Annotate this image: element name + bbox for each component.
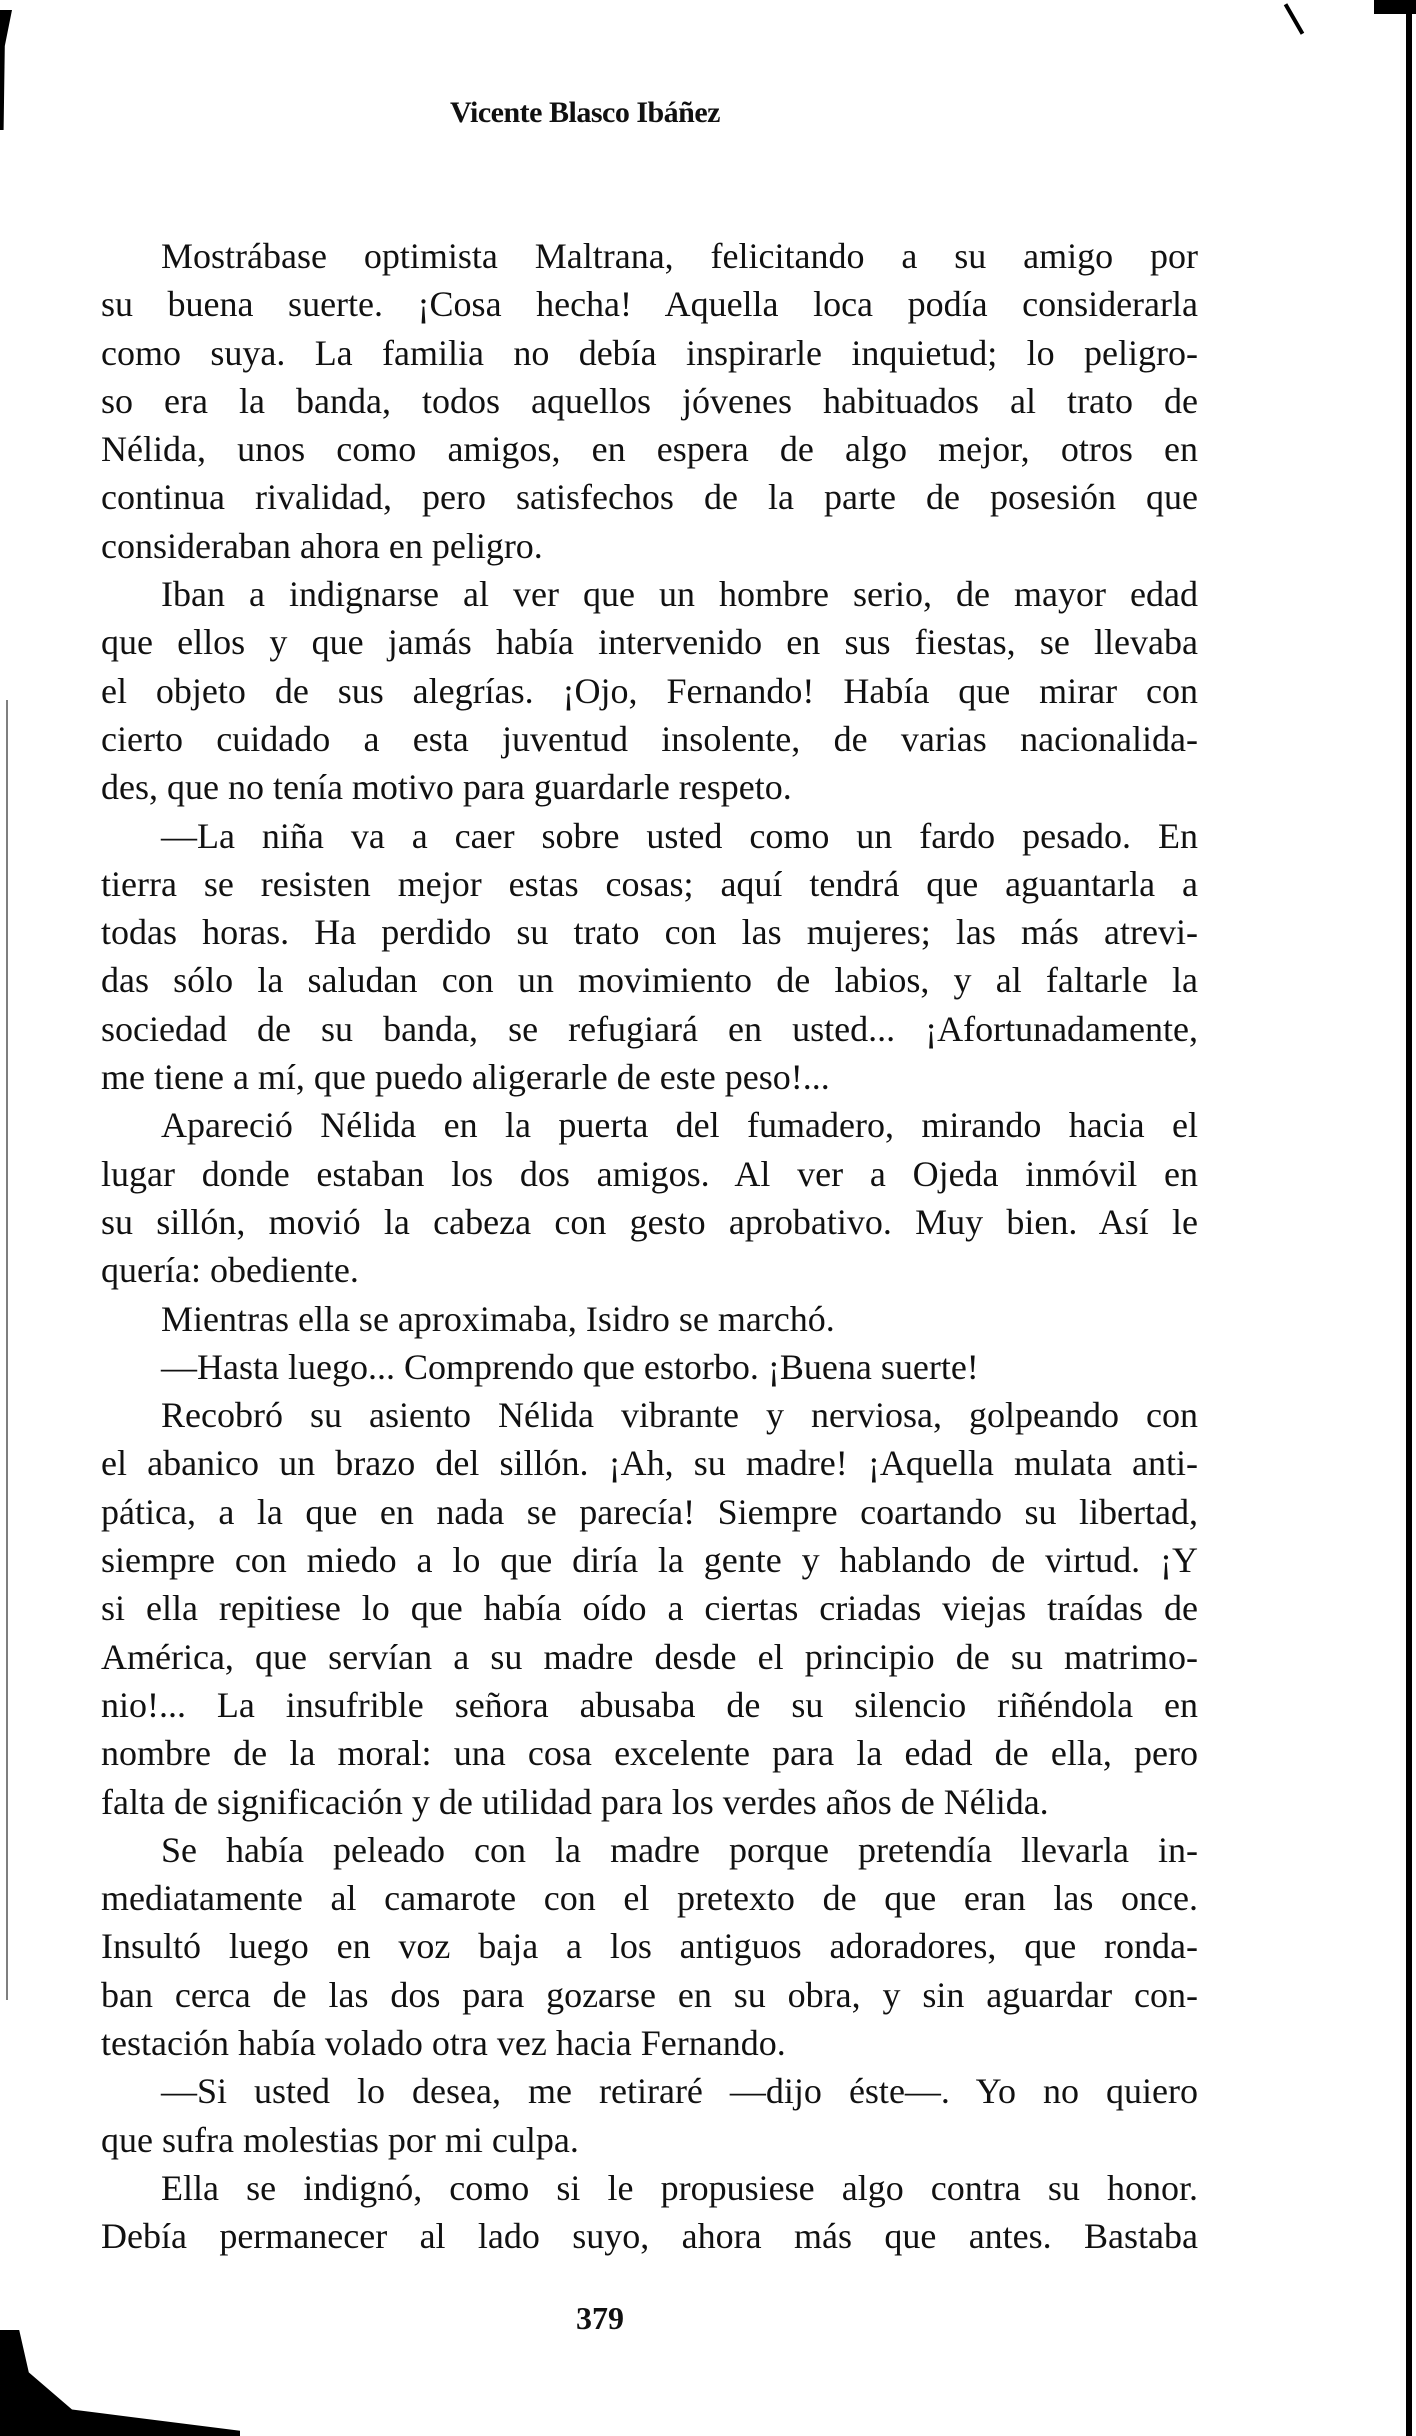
text-line: falta de significación y de utilidad para los verdes años de Nélida. [101, 1781, 1049, 1822]
text-line: Iban a indignarse al ver que un hombre serio, de mayor edad [161, 574, 1198, 615]
text-line: sociedad de su banda, se refugiará en usted... ¡Afortunadamente, [101, 1008, 1198, 1049]
scan-mark-top-right [1284, 3, 1304, 34]
text-line: lugar donde estaban los dos amigos. Al ver a Ojeda inmóvil en [101, 1153, 1198, 1194]
scan-edge-left [6, 700, 8, 2000]
text-line: cierto cuidado a esta juventud insolente, de varias nacionalida- [101, 718, 1198, 759]
text-line: das sólo la saludan con un movimiento de labios, y al faltarle la [101, 960, 1198, 1001]
text-line: su sillón, movió la cabeza con gesto aprobativo. Muy bien. Así le [101, 1201, 1198, 1242]
text-line: Ella se indignó, como si le propusiese algo contra su honor. [161, 2167, 1198, 2208]
text-line: Mientras ella se aproximaba, Isidro se marchó. [161, 1298, 835, 1339]
text-line: si ella repitiese lo que había oído a ciertas criadas viejas traídas de [101, 1588, 1198, 1629]
text-line: su buena suerte. ¡Cosa hecha! Aquella loca podía considerarla [101, 284, 1198, 325]
scan-corner-bottom-left [0, 2330, 240, 2436]
text-line: que ellos y que jamás había intervenido en sus fiestas, se llevaba [101, 622, 1198, 663]
text-line: mediatamente al camarote con el pretexto de que eran las once. [101, 1878, 1198, 1919]
text-line: Insultó luego en voz baja a los antiguos adoradores, que ronda- [101, 1926, 1198, 1967]
text-line: América, que servían a su madre desde el principio de su matrimo- [101, 1636, 1198, 1677]
text-line: so era la banda, todos aquellos jóvenes habituados al trato de [101, 380, 1198, 421]
text-line: que sufra molestias por mi culpa. [101, 2119, 579, 2160]
text-line: testación había volado otra vez hacia Fernando. [101, 2022, 786, 2063]
text-line: el abanico un brazo del sillón. ¡Ah, su madre! ¡Aquella mulata anti- [101, 1443, 1198, 1484]
text-line: como suya. La familia no debía inspirarle inquietud; lo peligro- [101, 332, 1198, 373]
text-line: Apareció Nélida en la puerta del fumadero, mirando hacia el [161, 1105, 1198, 1146]
text-line: todas horas. Ha perdido su trato con las mujeres; las más atrevi- [101, 912, 1198, 953]
text-line: Recobró su asiento Nélida vibrante y nerviosa, golpeando con [161, 1395, 1198, 1436]
running-header: Vicente Blasco Ibáñez [449, 96, 721, 129]
text-line: —Hasta luego... Comprendo que estorbo. ¡Buena suerte! [161, 1346, 979, 1387]
text-line: ban cerca de las dos para gozarse en su obra, y sin aguardar con- [101, 1974, 1198, 2015]
text-line: tierra se resisten mejor estas cosas; aquí tendrá que aguantarla a [101, 863, 1198, 904]
text-line: nio!... La insufrible señora abusaba de su silencio riñéndola en [101, 1684, 1198, 1725]
text-line: siempre con miedo a lo que diría la gente y hablando de virtud. ¡Y [101, 1540, 1198, 1581]
text-line: des, que no tenía motivo para guardarle respeto. [101, 767, 792, 808]
text-line: Nélida, unos como amigos, en espera de algo mejor, otros en [101, 429, 1198, 470]
text-line: el objeto de sus alegrías. ¡Ojo, Fernando! Había que mirar con [101, 670, 1198, 711]
scan-edge-right [1406, 0, 1412, 2436]
text-line: —La niña va a caer sobre usted como un fardo pesado. En [161, 815, 1198, 856]
text-line: nombre de la moral: una cosa excelente para la edad de ella, pero [101, 1733, 1198, 1774]
text-line: me tiene a mí, que puedo aligerarle de este peso!... [101, 1057, 830, 1098]
text-line: quería: obediente. [101, 1250, 359, 1291]
text-line: Se había peleado con la madre porque pretendía llevarla in- [161, 1829, 1198, 1870]
text-line: Debía permanecer al lado suyo, ahora más que antes. Bastaba [101, 2216, 1198, 2257]
text-line: Mostrábase optimista Maltrana, felicitando a su amigo por [161, 236, 1198, 276]
text-line: pática, a la que en nada se parecía! Siempre coartando su libertad, [101, 1491, 1198, 1532]
text-line: consideraban ahora en peligro. [101, 525, 543, 566]
text-line: —Si usted lo desea, me retiraré —dijo éste—. Yo no quiero [161, 2071, 1198, 2112]
text-line: continua rivalidad, pero satisfechos de la parte de posesión que [101, 477, 1198, 518]
body-text [101, 232, 1198, 2260]
page-number: 379 [576, 2300, 624, 2336]
